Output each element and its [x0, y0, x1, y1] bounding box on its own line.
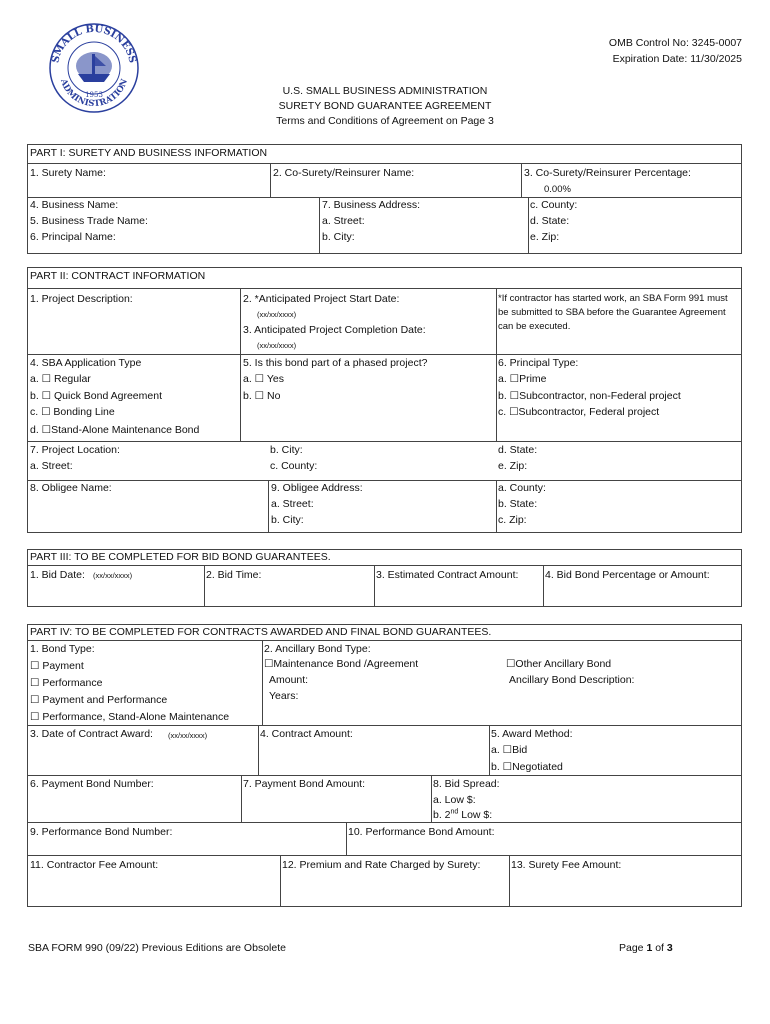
completion-date-label: 3. Anticipated Project Completion Date: [243, 324, 426, 336]
business-city-field[interactable]: b. City: [322, 231, 355, 243]
bid-time-field[interactable]: 2. Bid Time: [206, 569, 262, 581]
expiration-date: Expiration Date: 11/30/2025 [612, 53, 742, 65]
payment-bond-number-field[interactable]: 6. Payment Bond Number: [30, 778, 154, 790]
bid-date-format: (xx/xx/xxxx) [93, 571, 133, 580]
contract-award-date-field[interactable]: 3. Date of Contract Award: [30, 728, 153, 740]
ancillary-other-checkbox[interactable]: ☐Other Ancillary Bond [506, 658, 612, 670]
contract-amount-field[interactable]: 4. Contract Amount: [260, 728, 353, 740]
business-name-field[interactable]: 4. Business Name: [30, 199, 119, 211]
project-city-field[interactable]: b. City: [270, 444, 303, 456]
terms-note: Terms and Conditions of Agreement on Page 3 [276, 115, 494, 127]
surety-name-field[interactable]: 1. Surety Name: [30, 167, 106, 179]
payment-bond-amount-field[interactable]: 7. Payment Bond Amount: [243, 778, 365, 790]
bond-type-payment-checkbox[interactable]: ☐ Payment [30, 660, 84, 672]
obligee-county-field[interactable]: a. County: [498, 482, 546, 494]
seal-year: 1953 [85, 91, 103, 99]
award-method-label: 5. Award Method: [491, 728, 573, 740]
bid-bond-percentage-field[interactable]: 4. Bid Bond Percentage or Amount: [545, 569, 710, 581]
form-title: SURETY BOND GUARANTEE AGREEMENT [278, 100, 492, 112]
project-zip-field[interactable]: e. Zip: [498, 460, 528, 472]
obligee-street-field[interactable]: a. Street: [271, 498, 314, 510]
app-type-regular-checkbox[interactable]: a. ☐ Regular [30, 373, 91, 385]
project-description-field[interactable]: 1. Project Description: [30, 293, 133, 305]
bond-type-performance-sam-checkbox[interactable]: ☐ Performance, Stand-Alone Maintenance [30, 711, 230, 723]
bid-spread-label: 8. Bid Spread: [433, 778, 500, 790]
project-location-label: 7. Project Location: [30, 444, 120, 456]
bid-date-field[interactable]: 1. Bid Date: [30, 569, 85, 581]
sba-application-type-label: 4. SBA Application Type [30, 357, 142, 369]
cosurety-name-field[interactable]: 2. Co-Surety/Reinsurer Name: [273, 167, 415, 179]
business-zip-field[interactable]: e. Zip: [530, 231, 560, 243]
award-method-negotiated-checkbox[interactable]: b. ☐Negotiated [491, 761, 563, 773]
ancillary-years-field[interactable]: Years: [269, 690, 299, 702]
business-address-label: 7. Business Address: [322, 199, 421, 211]
obligee-zip-field[interactable]: c. Zip: [498, 514, 527, 526]
ancillary-description-field[interactable]: Ancillary Bond Description: [509, 674, 635, 686]
contract-award-date-format: (xx/xx/xxxx) [168, 731, 208, 740]
omb-control-number: OMB Control No: 3245-0007 [608, 37, 742, 49]
project-street-field[interactable]: a. Street: [30, 460, 73, 472]
agency-name: U.S. SMALL BUSINESS ADMINISTRATION [282, 85, 488, 97]
cosurety-percentage-label: 3. Co-Surety/Reinsurer Percentage: [524, 167, 691, 179]
principal-sub-federal-checkbox[interactable]: c. ☐Subcontractor, Federal project [498, 406, 660, 418]
completion-date-format[interactable]: (xx/xx/xxxx) [257, 341, 297, 350]
cosurety-percentage-value[interactable]: 0.00% [544, 184, 571, 195]
start-date-format[interactable]: (xx/xx/xxxx) [257, 310, 297, 319]
seal-top-text: SMALL BUSINESS [50, 23, 138, 65]
app-type-standalone-checkbox[interactable]: d. ☐Stand-Alone Maintenance Bond [30, 424, 200, 436]
part1-title: PART I: SURETY AND BUSINESS INFORMATION [30, 147, 268, 159]
obligee-state-field[interactable]: b. State: [498, 498, 538, 510]
part4-title: PART IV: TO BE COMPLETED FOR CONTRACTS AWARDED AND FINAL BOND GUARANTEES. [30, 626, 492, 638]
part2-title: PART II: CONTRACT INFORMATION [30, 270, 206, 282]
phased-no-checkbox[interactable]: b. ☐ No [243, 390, 281, 402]
part3-title: PART III: TO BE COMPLETED FOR BID BOND GUARANTEES. [30, 551, 331, 563]
obligee-city-field[interactable]: b. City: [271, 514, 304, 526]
bid-spread-low-field[interactable]: a. Low $: [433, 794, 476, 806]
form-991-note: *If contractor has started work, an SBA Form 991 must be submitted to SBA before the Guarantee Agreement can be executed. [498, 293, 728, 332]
bid-spread-second-low-field[interactable]: b. 2nd Low $: [433, 808, 493, 821]
award-method-bid-checkbox[interactable]: a. ☐Bid [491, 744, 528, 756]
ancillary-amount-field[interactable]: Amount: [269, 674, 309, 686]
business-trade-name-field[interactable]: 5. Business Trade Name: [30, 215, 148, 227]
surety-fee-amount-field[interactable]: 13. Surety Fee Amount: [511, 859, 622, 871]
ancillary-bond-type-label: 2. Ancillary Bond Type: [264, 643, 371, 655]
app-type-quick-bond-checkbox[interactable]: b. ☐ Quick Bond Agreement [30, 390, 162, 402]
app-type-bonding-line-checkbox[interactable]: c. ☐ Bonding Line [30, 406, 115, 418]
premium-rate-field[interactable]: 12. Premium and Rate Charged by Surety: [282, 859, 481, 871]
business-street-field[interactable]: a. Street: [322, 215, 365, 227]
obligee-address-label: 9. Obligee Address: [271, 482, 363, 494]
project-county-field[interactable]: c. County: [270, 460, 318, 472]
principal-sub-nonfederal-checkbox[interactable]: b. ☐Subcontractor, non-Federal project [498, 390, 681, 402]
seal-bottom-text: ADMINISTRATION [57, 77, 131, 110]
performance-bond-amount-field[interactable]: 10. Performance Bond Amount: [348, 826, 495, 838]
obligee-name-field[interactable]: 8. Obligee Name: [30, 482, 112, 494]
phased-yes-checkbox[interactable]: a. ☐ Yes [243, 373, 284, 385]
bond-type-payment-performance-checkbox[interactable]: ☐ Payment and Performance [30, 694, 168, 706]
principal-type-label: 6. Principal Type: [498, 357, 579, 369]
business-state-field[interactable]: d. State: [530, 215, 570, 227]
project-state-field[interactable]: d. State: [498, 444, 538, 456]
business-county-field[interactable]: c. County: [530, 199, 578, 211]
bond-type-label: 1. Bond Type: [30, 643, 95, 655]
page-number: Page 1 of 3 [619, 942, 673, 954]
ancillary-maintenance-checkbox[interactable]: ☐Maintenance Bond /Agreement [264, 658, 419, 670]
principal-prime-checkbox[interactable]: a. ☐Prime [498, 373, 547, 385]
principal-name-field[interactable]: 6. Principal Name: [30, 231, 116, 243]
estimated-contract-amount-field[interactable]: 3. Estimated Contract Amount: [376, 569, 519, 581]
bond-type-performance-checkbox[interactable]: ☐ Performance [30, 677, 103, 689]
phased-project-label: 5. Is this bond part of a phased project? [243, 357, 428, 369]
performance-bond-number-field[interactable]: 9. Performance Bond Number: [30, 826, 173, 838]
start-date-label: 2. *Anticipated Project Start Date: [243, 293, 400, 305]
form-identifier: SBA FORM 990 (09/22) Previous Editions are Obsolete [28, 942, 286, 954]
contractor-fee-amount-field[interactable]: 11. Contractor Fee Amount: [30, 859, 159, 871]
